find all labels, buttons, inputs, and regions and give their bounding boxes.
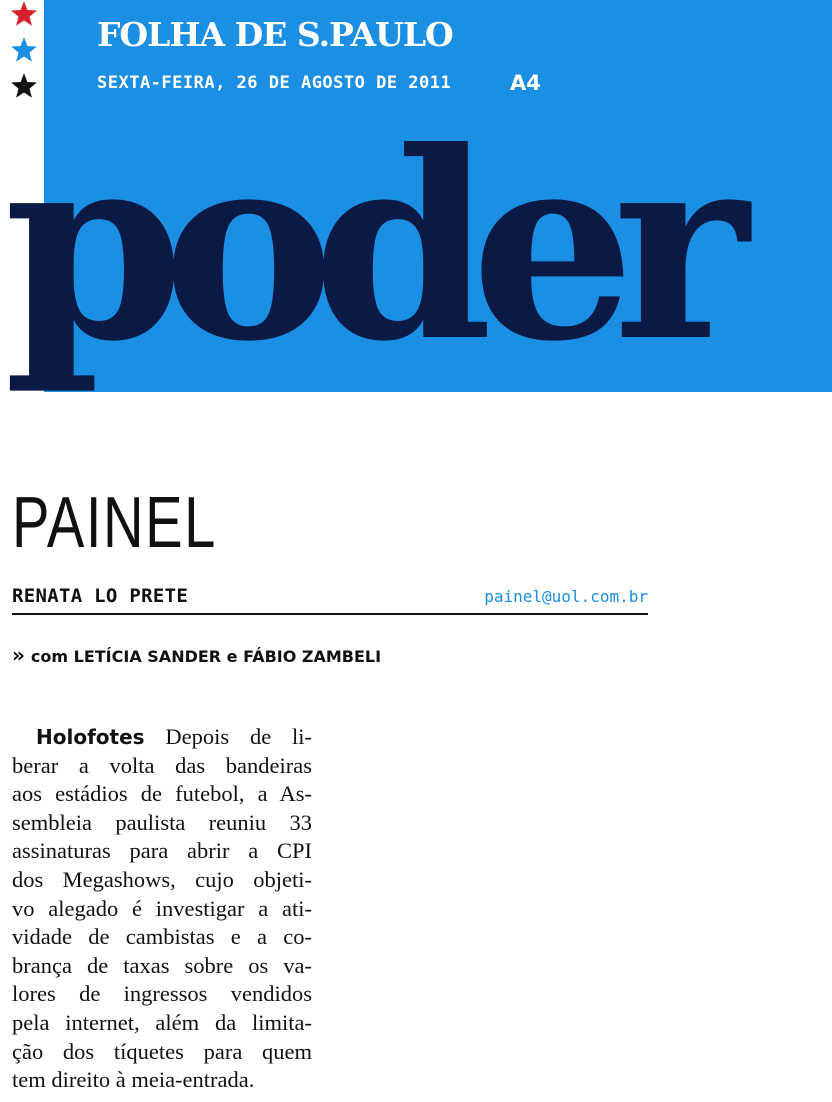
- double-chevron-icon: »: [12, 643, 25, 667]
- star-icon: [10, 36, 38, 64]
- article-line: pela internet, além da limita-: [12, 1009, 312, 1035]
- article-line: sembleia paulista reuniu 33: [12, 809, 312, 835]
- article-line: [12, 723, 312, 752]
- section-title: poder: [4, 95, 727, 398]
- article-line: tem direito à meia-entrada.: [12, 1067, 255, 1093]
- article-line: vo alegado é investigar a ati-: [12, 895, 312, 921]
- article-line: brança de taxas sobre os va-: [12, 952, 312, 978]
- article-line: dos Megashows, cujo objeti-: [12, 866, 312, 892]
- star-red-shape: [11, 1, 37, 26]
- column-email-link[interactable]: painel@uol.com.br: [484, 587, 648, 606]
- article-kicker: Holofotes: [36, 725, 145, 749]
- article-line: assinaturas para abrir a CPI: [12, 838, 312, 864]
- article-line: berar a volta das bandeiras: [12, 752, 312, 778]
- newspaper-title: FOLHA DE S.PAULO: [97, 15, 453, 54]
- article-line: ção dos tíquetes para quem: [12, 1038, 312, 1064]
- article-line-text: Depois de li-: [165, 724, 312, 749]
- star-icon: [10, 0, 38, 28]
- article-line: vidade de cambistas e a co-: [12, 924, 312, 950]
- star-blue-shape: [11, 37, 37, 62]
- collaborators-line: [12, 645, 381, 665]
- article-line: aos estádios de futebol, a As-: [12, 781, 312, 807]
- edition-date: SEXTA-FEIRA, 26 DE AGOSTO DE 2011: [97, 73, 452, 93]
- page-number: A4: [510, 71, 541, 95]
- article-body: [12, 723, 312, 1095]
- collaborators-text: com LETÍCIA SANDER e FÁBIO ZAMBELI: [30, 647, 382, 666]
- author-divider: [12, 613, 648, 615]
- column-title: PAINEL: [12, 483, 217, 563]
- column-author: RENATA LO PRETE: [12, 585, 189, 607]
- article-line: lores de ingressos vendidos: [12, 981, 312, 1007]
